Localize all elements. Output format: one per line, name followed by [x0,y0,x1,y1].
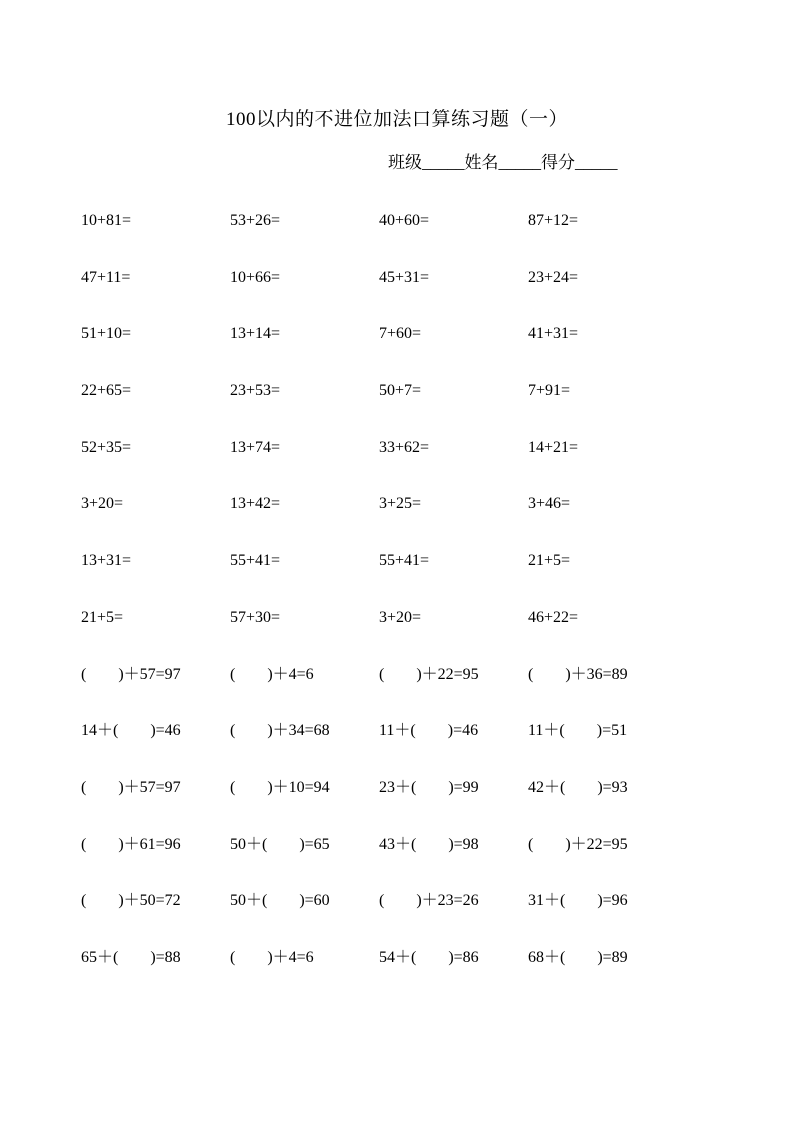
problem: 22+65= [81,382,132,400]
problem-row [81,438,681,495]
student-info-line: 班级_____姓名_____得分_____ [388,153,618,172]
problem: 53+26= [230,212,281,229]
problem-row [81,665,681,722]
problem: 11＋( )=51 [528,722,628,740]
problem: 52+35= [81,438,132,456]
problem: 50＋( )=60 [230,892,330,910]
problem: 14+21= [528,438,579,456]
problem-row [81,494,681,551]
problem: 43＋( )=98 [379,835,479,853]
problem: 65＋( )=88 [81,948,181,966]
problem: 13+42= [230,495,281,513]
problem: 55+41= [379,552,430,570]
problem-row [81,835,681,892]
problem: ( )＋4=6 [230,665,314,683]
problem-row [81,551,681,608]
problem: ( )＋4=6 [230,948,314,966]
problem: 13+74= [230,438,281,456]
problem: 10+66= [230,268,281,286]
problem: 33+62= [379,438,430,456]
problem: 11＋( )=46 [379,722,479,740]
problem-row [81,948,681,1005]
problem: 51+10= [81,325,132,343]
problem: 3+46= [528,495,571,513]
problem: 68＋( )=89 [528,948,628,966]
problem: 13+31= [81,552,132,570]
problem: ( )＋61=96 [81,835,181,853]
problem: 50+7= [379,382,422,400]
problem: 23+53= [230,382,281,400]
problem: 57+30= [230,608,281,626]
problem: ( )＋57=97 [81,778,181,796]
problem-grid [81,211,681,1005]
problem: 21+5= [528,552,571,570]
problem-row [81,211,681,268]
problem: 13+14= [230,325,281,343]
problem: 40+60= [379,212,430,229]
problem: 31＋( )=96 [528,892,628,910]
problem: 41+31= [528,325,579,343]
problem: 10+81= [81,212,132,229]
problem: 21+5= [81,608,124,626]
problem: 7+60= [379,325,422,343]
problem: 50＋( )=65 [230,835,330,853]
problem-row [81,721,681,778]
problem: 14＋( )=46 [81,722,181,740]
problem-row [81,891,681,948]
problem: 46+22= [528,608,579,626]
problem: 3+20= [379,608,422,626]
problem: 23＋( )=99 [379,778,479,796]
problem: 3+20= [81,495,124,513]
problem: ( )＋36=89 [528,665,628,683]
problem: 45+31= [379,268,430,286]
problem: ( )＋23=26 [379,892,479,910]
problem: ( )＋34=68 [230,722,330,740]
problem: 54＋( )=86 [379,948,479,966]
problem: 23+24= [528,268,579,286]
problem: 87+12= [528,212,579,229]
problem: ( )＋22=95 [528,835,628,853]
problem-row [81,778,681,835]
page-title: 100以内的不进位加法口算练习题（一） [225,109,568,130]
problem: ( )＋50=72 [81,892,181,910]
problem: 3+25= [379,495,422,513]
problem-row [81,268,681,325]
problem: 47+11= [81,268,131,286]
problem-row [81,381,681,438]
problem: ( )＋22=95 [379,665,479,683]
problem: ( )＋10=94 [230,778,330,796]
problem: 42＋( )=93 [528,778,628,796]
problem: ( )＋57=97 [81,665,181,683]
problem-row [81,608,681,665]
problem-row [81,324,681,381]
problem: 55+41= [230,552,281,570]
problem: 7+91= [528,382,571,400]
